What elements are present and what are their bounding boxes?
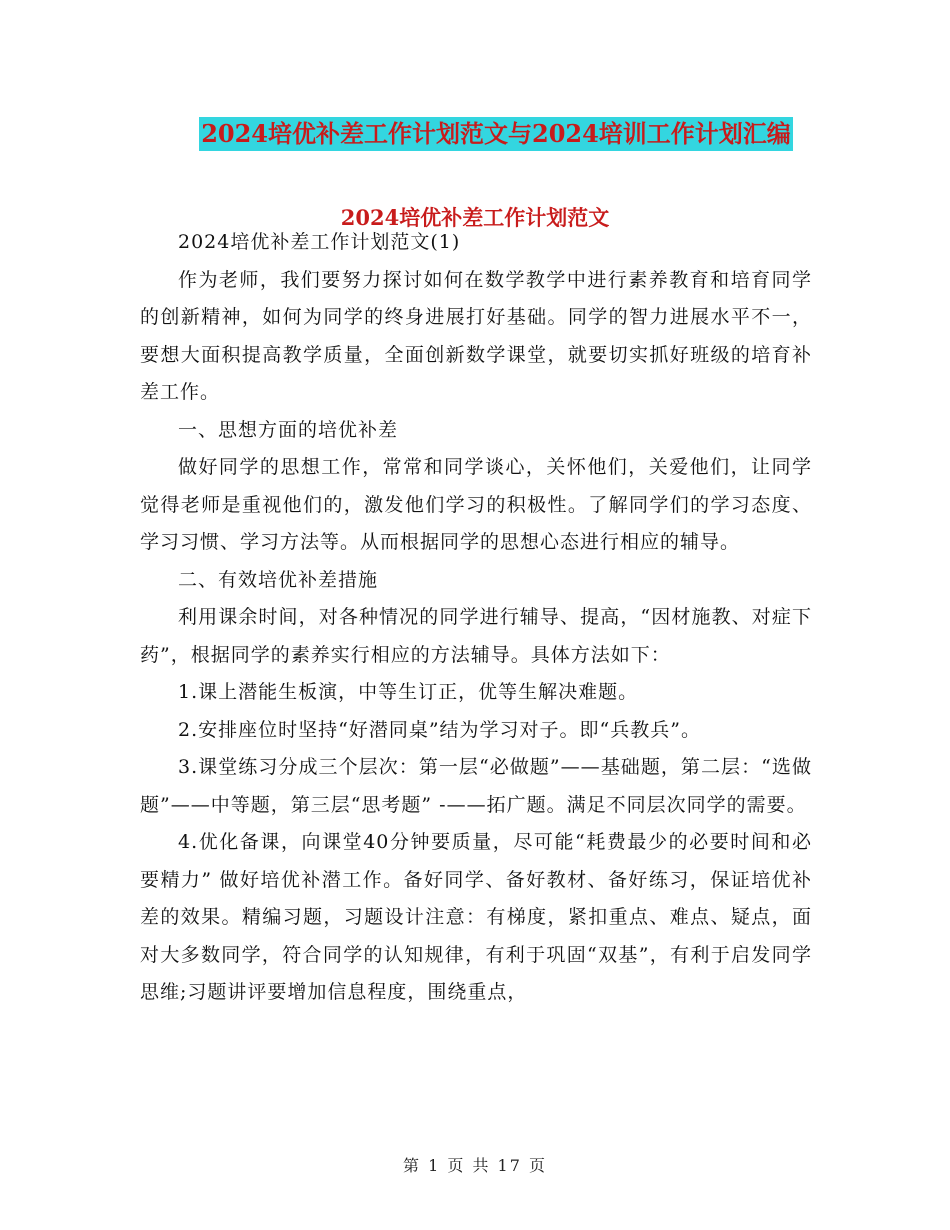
document-body (140, 224, 812, 1012)
main-title-text: 2024培优补差工作计划范文与2024培训工作计划汇编 (199, 117, 793, 151)
paragraph: 做好同学的思想工作，常常和同学谈心，关怀他们，关爱他们，让同学觉得老师是重视他们的，激发他们学习的积极性。了解同学们的学习态度、学习习惯、学习方法等。从而根据同学的思想心态进行相应的辅导。 (140, 456, 812, 553)
paragraph: 作为老师，我们要努力探讨如何在数学教学中进行素养教育和培育同学的创新精神，如何为同学的终身进展打好基础。同学的智力进展水平不一，要想大面积提高教学质量，全面创新数学课堂，就要切实抓好班级的培育补差工作。 (140, 268, 812, 403)
section-heading-measures: 二、有效培优补差措施 (178, 568, 379, 591)
section-heading-thought: 一、思想方面的培优补差 (178, 418, 399, 441)
page-number-footer: 第 1 页 共 17 页 (403, 1156, 547, 1175)
list-item: 4.优化备课，向课堂40分钟要质量，尽可能“耗费最少的必要时间和必要精力” 做好培优补潜工作。备好同学、备好教材、备好练习，保证培优补差的效果。精编习题，习题设计注意：有梯度，紧扣重点、难点、疑点，面对大多数同学，符合同学的认知规律，有利于巩固“双基”，有利于启发同学思维;习题讲评要增加信息程度，围绕重点， (140, 831, 812, 1003)
document-main-title (0, 112, 950, 151)
list-item: 3.课堂练习分成三个层次：第一层“必做题”——基础题，第二层：“选做题”——中等题，第三层“思考题” -——拓广题。满足不同层次同学的需要。 (140, 756, 812, 816)
section-title: 2024培优补差工作计划范文 (340, 205, 610, 230)
paragraph: 利用课余时间，对各种情况的同学进行辅导、提高，“因材施教、对症下药”，根据同学的素养实行相应的方法辅导。具体方法如下： (140, 606, 812, 666)
paragraph-heading-1: 2024培优补差工作计划范文(1) (178, 231, 461, 253)
list-item: 2.安排座位时坚持“好潜同桌”结为学习对子。即“兵教兵”。 (178, 718, 701, 741)
list-item: 1.课上潜能生板演，中等生订正，优等生解决难题。 (178, 681, 639, 703)
